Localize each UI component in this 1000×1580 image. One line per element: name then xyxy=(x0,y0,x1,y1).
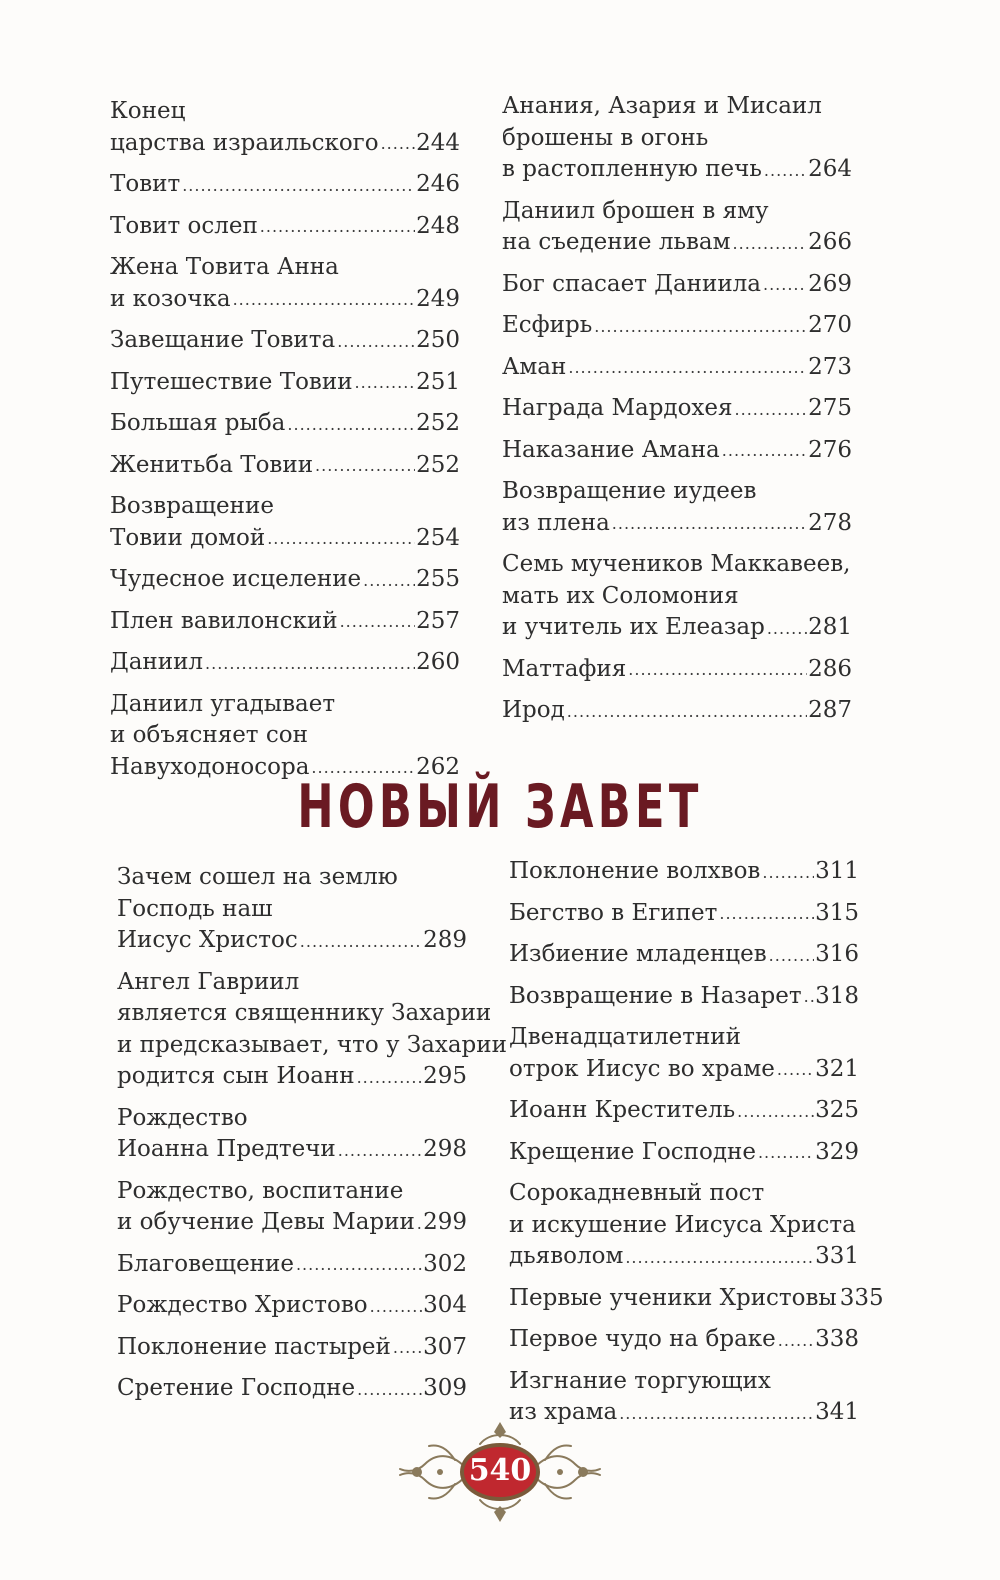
toc-entry xyxy=(110,689,460,784)
toc-entry-final-line xyxy=(502,352,852,384)
toc-entry-page-number: 252 xyxy=(416,451,460,478)
toc-entry xyxy=(110,169,460,201)
toc-entry-title-line: является священнику Захарии xyxy=(117,1000,492,1026)
toc-entry xyxy=(117,1373,467,1405)
toc-entry xyxy=(509,1178,859,1273)
dot-leader xyxy=(233,292,416,308)
dot-leader xyxy=(764,163,807,179)
toc-entry xyxy=(117,1103,467,1166)
toc-entry-page-number: 273 xyxy=(808,353,852,380)
toc-entry-title-line: и обучение Девы Марии xyxy=(117,1209,415,1235)
toc-entry-title-line: и козочка xyxy=(110,285,231,312)
dot-leader xyxy=(733,236,808,252)
toc-entry-final-line xyxy=(117,1207,467,1239)
toc-entry-page-number: 295 xyxy=(423,1063,467,1089)
dot-leader xyxy=(417,1216,422,1232)
toc-entry-title-line: Женитьба Товии xyxy=(110,451,314,478)
dot-leader xyxy=(381,136,416,152)
toc-entry-title-line: Рождество, воспитание xyxy=(117,1177,404,1204)
toc-entry-page-number: 286 xyxy=(808,655,852,682)
toc-entry-title-line: Сретение Господне xyxy=(117,1375,356,1401)
toc-entry-page-number: 266 xyxy=(808,229,852,255)
toc-entry-page-number: 257 xyxy=(416,607,460,634)
toc-entry-final-line xyxy=(502,269,852,301)
dot-leader xyxy=(355,375,416,391)
toc-entry-title-line: Даниил брошен в яму xyxy=(502,197,769,224)
toc-entry-title-line: Аман xyxy=(502,353,567,380)
toc-entry-final-line xyxy=(110,367,460,399)
toc-entry-final-line xyxy=(502,435,852,467)
toc-entry xyxy=(509,1022,859,1085)
toc-entry-page-number: 264 xyxy=(808,156,852,182)
old-testament-left-column xyxy=(110,96,460,793)
toc-entry-final-line xyxy=(117,1332,467,1364)
dot-leader xyxy=(568,360,807,376)
toc-entry-title-line: Изгнание торгующих xyxy=(509,1367,771,1394)
toc-entry xyxy=(110,647,460,679)
toc-entry-title-line: Даниил xyxy=(110,649,204,675)
dot-leader xyxy=(338,1143,422,1159)
toc-entry-final-line xyxy=(502,612,852,644)
toc-entry xyxy=(110,325,460,357)
toc-entry-final-line xyxy=(110,284,460,316)
dot-leader xyxy=(363,573,415,589)
toc-entry-final-line xyxy=(509,939,859,971)
toc-entry-final-line xyxy=(110,450,460,482)
dot-leader xyxy=(612,516,807,532)
toc-entry-final-line xyxy=(110,128,460,160)
toc-entry-title-line: Крещение Господне xyxy=(509,1138,756,1165)
toc-entry xyxy=(509,898,859,930)
toc-entry-page-number: 278 xyxy=(808,509,852,536)
toc-entry-final-line xyxy=(509,1283,884,1315)
toc-entry-title-line: родится сын Иоанн xyxy=(117,1063,355,1089)
toc-entry xyxy=(110,211,460,243)
toc-entry-title-line: отрок Иисус во храме xyxy=(509,1055,775,1082)
toc-entry-final-line xyxy=(509,1241,859,1273)
toc-entry-final-line xyxy=(509,1054,859,1086)
dot-leader xyxy=(296,1257,422,1273)
toc-entry-page-number: 318 xyxy=(815,982,859,1009)
toc-entry-title-line: Поклонение волхвов xyxy=(509,858,761,884)
toc-entry-title-line: Поклонение пастырей xyxy=(117,1333,391,1360)
toc-entry-title-line: Иоанна Предтечи xyxy=(117,1136,336,1162)
toc-entry-title-line: Чудесное исцеление xyxy=(110,566,362,592)
dot-leader xyxy=(769,948,814,964)
toc-entry-page-number: 269 xyxy=(808,270,852,297)
toc-entry-title-line: Возвращение xyxy=(110,493,274,519)
toc-entry xyxy=(117,1332,467,1364)
toc-entry-title-line: Большая рыба xyxy=(110,410,286,436)
dot-leader xyxy=(625,1250,814,1266)
toc-entry-title-line: Иисус Христос xyxy=(117,927,298,953)
toc-entry-page-number: 250 xyxy=(416,327,460,353)
dot-leader xyxy=(182,178,415,194)
toc-entry xyxy=(509,981,859,1013)
toc-entry-page-number: 260 xyxy=(416,649,460,675)
toc-entry-page-number: 325 xyxy=(815,1097,859,1123)
toc-entry-final-line xyxy=(502,154,852,186)
toc-entry xyxy=(502,91,852,186)
toc-entry-title-line: Товит xyxy=(110,171,181,197)
toc-entry-final-line xyxy=(509,1137,859,1169)
toc-entry-final-line xyxy=(117,1061,467,1093)
toc-entry-page-number: 309 xyxy=(423,1375,467,1401)
toc-entry-title-line: Товит ослеп xyxy=(110,212,258,239)
toc-entry-final-line xyxy=(110,325,460,357)
toc-entry-title-line: брошены в огонь xyxy=(502,124,709,151)
toc-entry xyxy=(502,269,852,301)
toc-entry-page-number: 321 xyxy=(815,1055,859,1082)
toc-entry-final-line xyxy=(502,508,852,540)
toc-entry-page-number: 315 xyxy=(815,899,859,926)
toc-entry-title-line: Бегство в Египет xyxy=(509,899,718,926)
dot-leader xyxy=(340,614,416,630)
dot-leader xyxy=(628,662,807,678)
toc-entry-page-number: 275 xyxy=(808,395,852,421)
dot-leader xyxy=(393,1340,422,1356)
toc-entry xyxy=(502,549,852,644)
toc-entry-title-line: Маттафия xyxy=(502,655,627,682)
toc-entry-title-line: и предсказывает, что у Захарии xyxy=(117,1031,507,1058)
toc-entry-title-line: Завещание Товита xyxy=(110,327,336,353)
toc-entry xyxy=(502,393,852,425)
toc-entry xyxy=(509,856,859,888)
dot-leader xyxy=(315,458,415,474)
toc-entry-final-line xyxy=(509,981,859,1013)
toc-entry xyxy=(509,939,859,971)
toc-entry-final-line xyxy=(509,1095,859,1127)
toc-entry-title-line: Наказание Амана xyxy=(502,436,720,463)
toc-entry-page-number: 262 xyxy=(416,753,460,780)
toc-entry-page-number: 289 xyxy=(423,927,467,953)
toc-entry-page-number: 302 xyxy=(423,1250,467,1277)
toc-entry-final-line xyxy=(502,695,852,727)
toc-entry xyxy=(502,435,852,467)
toc-entry xyxy=(502,310,852,342)
toc-entry-title-line: из храма xyxy=(509,1399,618,1425)
dot-leader xyxy=(719,906,814,922)
toc-entry-final-line xyxy=(117,1249,467,1281)
toc-entry xyxy=(117,862,467,957)
toc-entry-page-number: 329 xyxy=(815,1138,859,1165)
toc-entry-final-line xyxy=(110,408,460,440)
toc-entry xyxy=(117,967,507,1093)
toc-entry-page-number: 252 xyxy=(416,410,460,436)
toc-entry-title-line: Награда Мардохея xyxy=(502,395,733,421)
toc-entry-title-line: Двенадцатилетний xyxy=(509,1024,741,1050)
dot-leader xyxy=(567,704,807,720)
dot-leader xyxy=(778,1333,814,1349)
toc-entry xyxy=(110,606,460,638)
toc-entry xyxy=(117,1249,467,1281)
toc-entry xyxy=(110,408,460,440)
toc-entry-page-number: 298 xyxy=(423,1136,467,1162)
toc-entry-final-line xyxy=(509,898,859,930)
toc-entry-final-line xyxy=(110,523,460,555)
toc-entry-page-number: 311 xyxy=(815,858,859,884)
dot-leader xyxy=(357,1382,422,1398)
toc-entry xyxy=(502,476,852,539)
toc-entry xyxy=(509,1095,859,1127)
toc-entry-page-number: 316 xyxy=(815,941,859,967)
toc-entry-page-number: 276 xyxy=(808,436,852,463)
toc-entry-title-line: и учитель их Елеазар xyxy=(502,614,765,640)
toc-entry-final-line xyxy=(110,564,460,596)
toc-entry-title-line: царства израильского xyxy=(110,129,379,156)
toc-entry-page-number: 254 xyxy=(416,524,460,551)
dot-leader xyxy=(205,656,415,672)
toc-entry-page-number: 304 xyxy=(423,1292,467,1318)
toc-entry xyxy=(110,96,460,159)
dot-leader xyxy=(300,934,422,950)
toc-entry-final-line xyxy=(502,654,852,686)
toc-entry-page-number: 338 xyxy=(815,1326,859,1352)
toc-entry-final-line xyxy=(117,1290,467,1322)
toc-entry-title-line: Благовещение xyxy=(117,1250,294,1277)
toc-entry-page-number: 244 xyxy=(416,129,460,156)
toc-entry-page-number: 270 xyxy=(808,312,852,338)
dot-leader xyxy=(619,1406,814,1422)
toc-entry-page-number: 287 xyxy=(808,697,852,723)
toc-entry-final-line xyxy=(110,211,460,243)
new-testament-left-column xyxy=(117,862,507,1415)
toc-entry-page-number: 248 xyxy=(416,212,460,239)
toc-entry-title-line: Возвращение в Назарет xyxy=(509,982,802,1009)
toc-entry-title-line: Сорокадневный пост xyxy=(509,1180,765,1206)
toc-entry-final-line xyxy=(110,606,460,638)
toc-entry-title-line: на съедение львам xyxy=(502,229,731,255)
toc-entry-final-line xyxy=(117,925,467,957)
toc-entry xyxy=(117,1290,467,1322)
dot-leader xyxy=(370,1299,422,1315)
old-testament-right-column xyxy=(502,91,852,737)
dot-leader xyxy=(762,865,814,881)
dot-leader xyxy=(357,1070,423,1086)
toc-entry-title-line: Возвращение иудеев xyxy=(502,478,757,504)
toc-entry-page-number: 246 xyxy=(416,171,460,197)
dot-leader xyxy=(735,402,808,418)
toc-entry xyxy=(509,1283,884,1315)
toc-entry-title-line: Рождество xyxy=(117,1104,248,1131)
toc-entry-title-line: Господь наш xyxy=(117,895,273,922)
toc-entry-page-number: 331 xyxy=(815,1243,859,1269)
toc-entry-page-number: 249 xyxy=(416,285,460,312)
toc-entry xyxy=(502,695,852,727)
toc-entry-title-line: Первое чудо на браке xyxy=(509,1326,776,1352)
section-title-new-testament: НОВЫЙ ЗАВЕТ xyxy=(297,772,703,842)
dot-leader xyxy=(260,219,415,235)
toc-entry xyxy=(509,1137,859,1169)
toc-entry-page-number: 307 xyxy=(423,1333,467,1360)
toc-entry-title-line: Рождество Христово xyxy=(117,1292,368,1318)
dot-leader xyxy=(594,319,807,335)
toc-entry xyxy=(117,1176,467,1239)
toc-entry-title-line: дьяволом xyxy=(509,1243,624,1269)
toc-entry xyxy=(110,491,460,554)
dot-leader xyxy=(337,334,415,350)
toc-entry xyxy=(110,252,460,315)
toc-entry-title-line: Избиение младенцев xyxy=(509,941,767,967)
toc-entry-title-line: Зачем сошел на землю xyxy=(117,864,398,890)
toc-entry-page-number: 299 xyxy=(423,1209,467,1235)
toc-entry-title-line: Жена Товита Анна xyxy=(110,254,339,280)
toc-entry-title-line: Ирод xyxy=(502,697,565,723)
toc-entry xyxy=(110,367,460,399)
toc-entry-title-line: Путешествие Товии xyxy=(110,368,353,395)
dot-leader xyxy=(267,531,415,547)
toc-entry-title-line: Даниил угадывает xyxy=(110,690,336,717)
toc-entry xyxy=(502,352,852,384)
toc-entry-page-number: 281 xyxy=(808,614,852,640)
toc-entry-title-line: в растопленную печь xyxy=(502,156,762,182)
toc-entry-title-line: из плена xyxy=(502,509,610,536)
toc-entry-title-line: Иоанн Креститель xyxy=(509,1097,736,1123)
page-number: 540 xyxy=(468,1453,532,1488)
toc-entry-page-number: 335 xyxy=(839,1284,884,1311)
toc-entry-title-line: Ангел Гавриил xyxy=(117,968,300,995)
toc-entry-title-line: Анания, Азария и Мисаил xyxy=(502,93,822,119)
toc-entry xyxy=(110,450,460,482)
dot-leader xyxy=(763,277,807,293)
toc-entry-final-line xyxy=(509,1324,859,1356)
toc-entry-title-line: Навуходоносора xyxy=(110,753,310,780)
toc-entry-final-line xyxy=(117,1373,467,1405)
toc-entry-title-line: Семь мучеников Маккавеев, xyxy=(502,551,851,577)
toc-entry-final-line xyxy=(502,393,852,425)
toc-entry-final-line xyxy=(509,856,859,888)
toc-entry-title-line: и объясняет сон xyxy=(110,722,308,748)
toc-entry xyxy=(509,1366,859,1429)
toc-entry-final-line xyxy=(110,647,460,679)
toc-entry-page-number: 341 xyxy=(815,1399,859,1425)
dot-leader xyxy=(767,621,807,637)
dot-leader xyxy=(722,443,807,459)
dot-leader xyxy=(777,1062,814,1078)
dot-leader xyxy=(758,1145,814,1161)
toc-entry xyxy=(509,1324,859,1356)
dot-leader xyxy=(804,989,814,1005)
toc-entry-final-line xyxy=(502,227,852,259)
toc-entry-title-line: Бог спасает Даниила xyxy=(502,270,761,297)
toc-entry-final-line xyxy=(502,310,852,342)
toc-entry xyxy=(502,196,852,259)
toc-entry-title-line: и искушение Иисуса Христа xyxy=(509,1211,856,1238)
toc-entry-title-line: Плен вавилонский xyxy=(110,607,338,634)
toc-entry xyxy=(110,564,460,596)
toc-entry-final-line xyxy=(117,1134,467,1166)
toc-entry xyxy=(502,654,852,686)
toc-entry-title-line: Товии домой xyxy=(110,524,266,551)
toc-entry-page-number: 251 xyxy=(416,368,460,395)
toc-entry-title-line: мать их Соломония xyxy=(502,582,739,609)
new-testament-right-column xyxy=(509,856,884,1439)
toc-entry-title-line: Есфирь xyxy=(502,312,593,338)
toc-entry-final-line xyxy=(110,169,460,201)
toc-entry-page-number: 255 xyxy=(416,566,460,592)
dot-leader xyxy=(737,1104,814,1120)
dot-leader xyxy=(287,417,415,433)
toc-entry-title-line: Первые ученики Христовы xyxy=(509,1284,837,1311)
toc-entry-title-line: Конец xyxy=(110,98,186,124)
